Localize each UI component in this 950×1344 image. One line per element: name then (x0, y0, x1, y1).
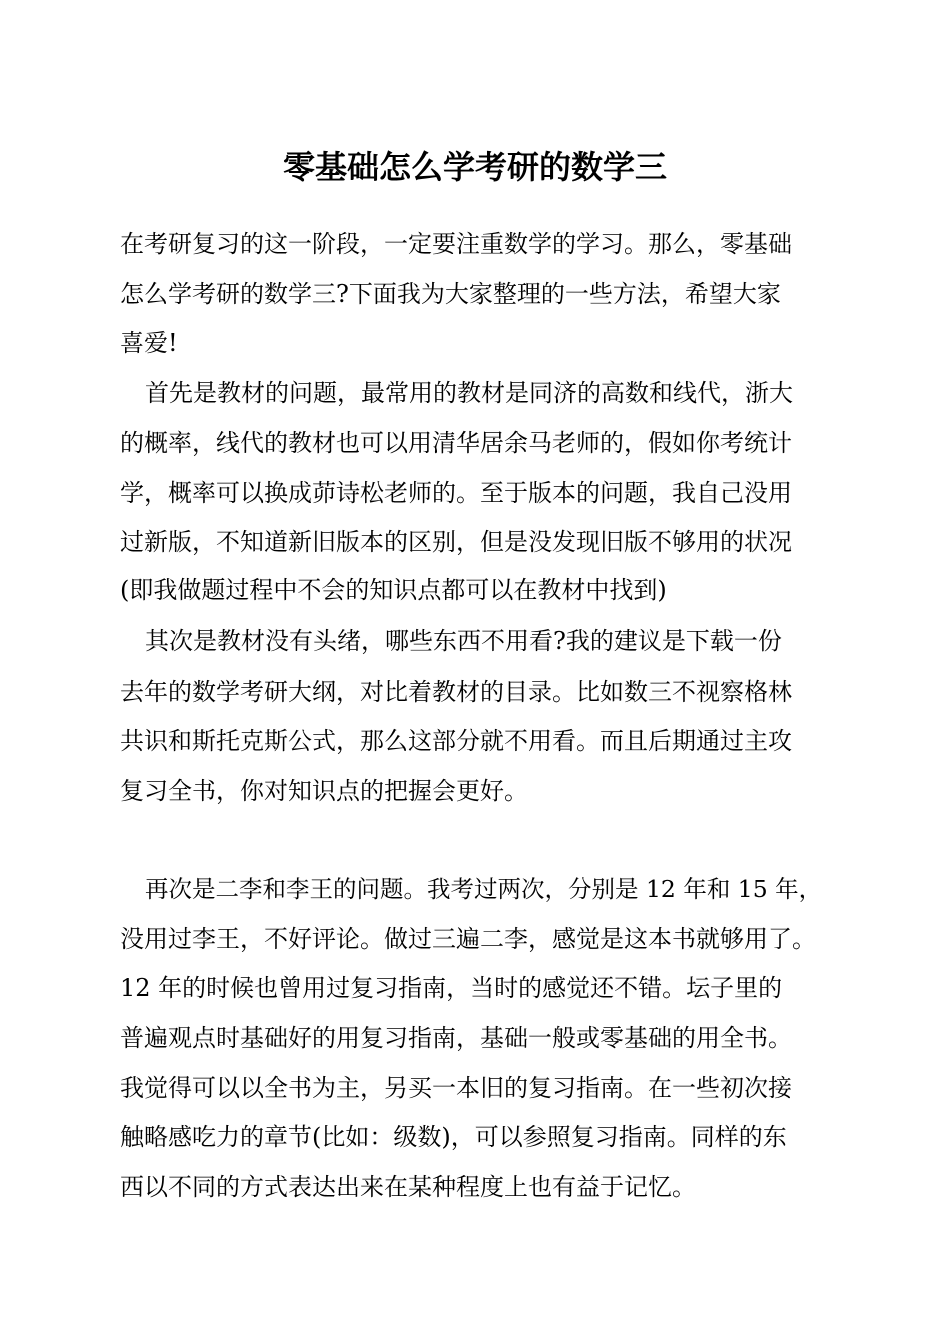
text-line: 过新版，不知道新旧版本的区别，但是没发现旧版不够用的状况 (120, 528, 792, 556)
text-line: 的概率，线代的教材也可以用清华居余马老师的，假如你考统计 (120, 429, 792, 457)
document-title: 零基础怎么学考研的数学三 (282, 148, 667, 186)
text-line: 共识和斯托克斯公式，那么这部分就不用看。而且后期通过主攻 (120, 727, 792, 755)
text-line: 其次是教材没有头绪，哪些东西不用看?我的建议是下载一份 (145, 627, 782, 655)
text-line: 复习全书，你对知识点的把握会更好。 (120, 777, 528, 805)
text-line: 我觉得可以以全书为主，另买一本旧的复习指南。在一些初次接 (120, 1074, 792, 1102)
text-line: 再次是二李和李王的问题。我考过两次，分别是 12 年和 15 年， (145, 875, 823, 903)
text-line: 没用过李王，不好评论。做过三遍二李，感觉是这本书就够用了。 (120, 925, 816, 953)
text-line: 怎么学考研的数学三?下面我为大家整理的一些方法，希望大家 (120, 280, 781, 308)
text-line: 去年的数学考研大纲，对比着教材的目录。比如数三不视察格林 (120, 678, 792, 706)
text-line: 西以不同的方式表达出来在某种程度上也有益于记忆。 (120, 1173, 696, 1201)
text-line: 触略感吃力的章节(比如：级数)，可以参照复习指南。同样的东 (120, 1123, 787, 1151)
text-line: 喜爱! (120, 329, 178, 357)
text-line: 12 年的时候也曾用过复习指南，当时的感觉还不错。坛子里的 (120, 974, 783, 1002)
text-line: 普遍观点时基础好的用复习指南，基础一般或零基础的用全书。 (120, 1024, 792, 1052)
text-line: (即我做题过程中不会的知识点都可以在教材中找到) (120, 576, 667, 604)
text-line: 首先是教材的问题，最常用的教材是同济的高数和线代，浙大 (145, 379, 793, 407)
text-line: 学，概率可以换成茆诗松老师的。至于版本的问题，我自己没用 (120, 479, 792, 507)
text-line: 在考研复习的这一阶段，一定要注重数学的学习。那么，零基础 (120, 230, 792, 258)
